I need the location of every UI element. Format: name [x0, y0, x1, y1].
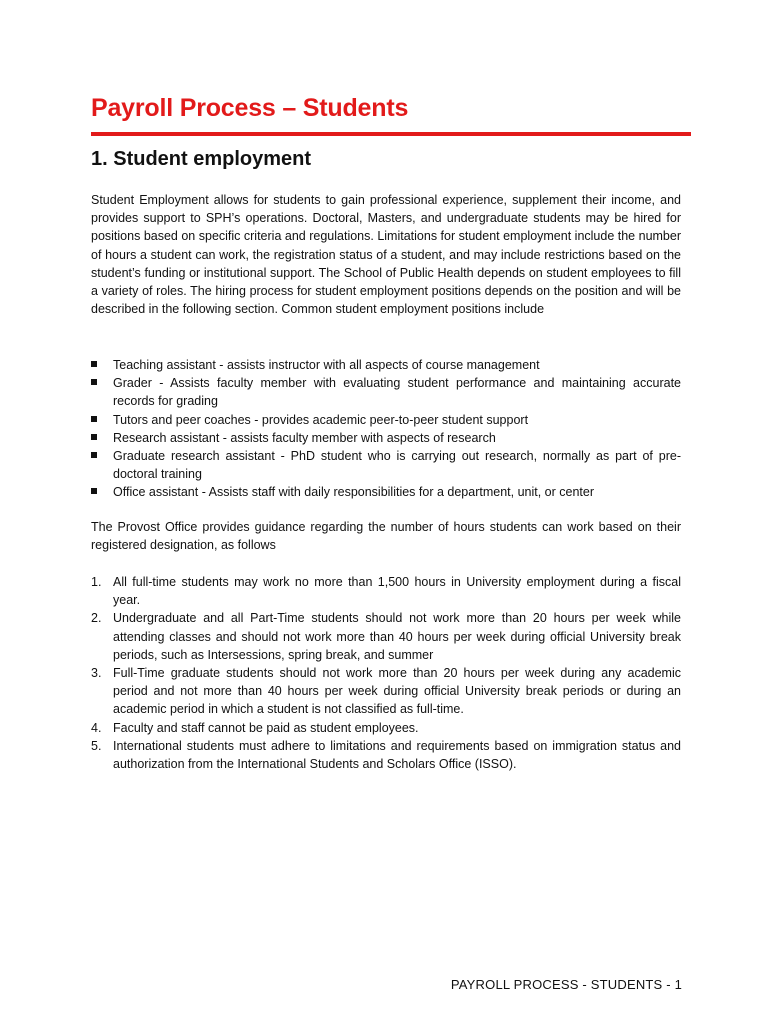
square-bullet-icon [91, 488, 97, 494]
title-underline-rule [91, 132, 691, 136]
list-number: 4. [91, 720, 102, 735]
square-bullet-icon [91, 361, 97, 367]
position-text: Graduate research assistant - PhD student who is carrying out research, normally as part of pre-doctoral training [113, 449, 681, 482]
list-number: 3. [91, 666, 102, 681]
rule-text: Faculty and staff cannot be paid as student employees. [113, 720, 419, 735]
square-bullet-icon [91, 452, 97, 458]
square-bullet-icon [91, 434, 97, 440]
intro-paragraph: Student Employment allows for students to gain professional experience, supplement their income, and provides support to SPH’s operations. Doctoral, Masters, and undergraduate students may be hired for positions based on specific criteria and regulations. Limitations for student employment include the number of hours a student can work, the registration status of a student, and may include restrictions based on the student’s funding or institutional support. The School of Public Health depends on student employees to fill a variety of roles. The hiring process for student employment positions depends on the position and will be described in the following section. Common student employment positions include [91, 193, 681, 317]
rule-text: Full-Time graduate students should not work more than 20 hours per week during any academic period and not more than 40 hours per week during official University break periods or during an academic period in which a student is not classified as full-time. [113, 666, 681, 717]
list-number: 5. [91, 738, 102, 753]
section-heading: 1. Student employment [91, 148, 312, 170]
list-item [91, 664, 681, 719]
list-item [91, 447, 681, 483]
list-item [91, 411, 681, 429]
square-bullet-icon [91, 416, 97, 422]
list-item [91, 737, 681, 773]
list-item [91, 609, 681, 664]
list-item [91, 483, 681, 501]
rule-text: International students must adhere to limitations and requirements based on immigration status and authorization from the International Students and Scholars Office (ISSO). [113, 738, 681, 772]
page-title: Payroll Process – Students [91, 94, 409, 122]
positions-list [91, 356, 681, 502]
list-item [91, 719, 681, 737]
position-text: Office assistant - Assists staff with daily responsibilities for a department, unit, or center [113, 485, 594, 500]
square-bullet-icon [91, 379, 97, 385]
position-text: Grader - Assists faculty member with evaluating student performance and maintaining accurate records for grading [113, 376, 681, 409]
list-number: 1. [91, 575, 102, 589]
position-text: Tutors and peer coaches - provides academic peer-to-peer student support [113, 412, 529, 427]
provost-paragraph: The Provost Office provides guidance regarding the number of hours students can work based on their registered designation, as follows [91, 520, 681, 553]
rule-text: Undergraduate and all Part-Time students should not work more than 20 hours per week while attending classes and should not work more than 40 hours per week during official University break periods, such as Intersessions, spring break, and summer [113, 611, 681, 662]
list-number: 2. [91, 611, 102, 626]
list-item [91, 429, 681, 447]
position-text: Teaching assistant - assists instructor with all aspects of course management [113, 358, 540, 372]
list-item [91, 573, 681, 609]
rule-text: All full-time students may work no more than 1,500 hours in University employment during a fiscal year. [113, 575, 681, 608]
position-text: Research assistant - assists faculty member with aspects of research [113, 430, 496, 445]
page-footer: PAYROLL PROCESS - STUDENTS - 1 [450, 977, 682, 992]
list-item [91, 374, 681, 410]
rules-list [91, 573, 681, 773]
list-item [91, 356, 681, 374]
